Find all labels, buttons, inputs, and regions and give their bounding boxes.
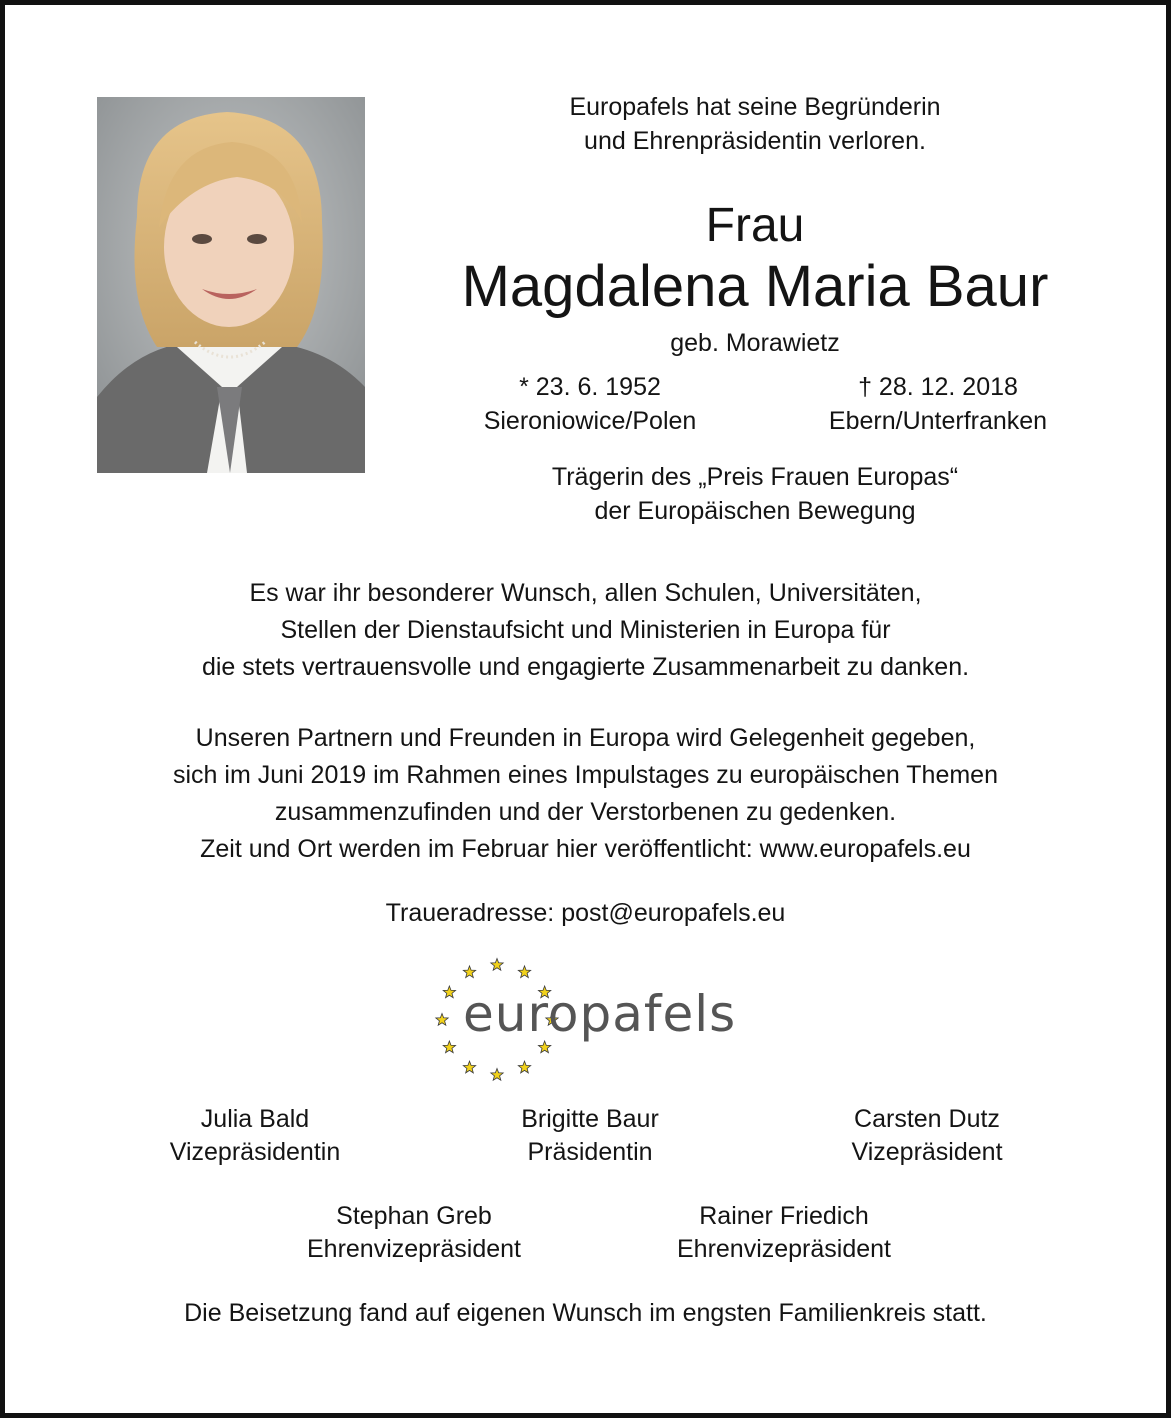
paragraph-line: Es war ihr besonderer Wunsch, allen Schulen, Universitäten, — [249, 579, 922, 607]
star-icon — [463, 966, 475, 978]
star-icon — [491, 959, 503, 971]
signatory — [430, 1103, 750, 1169]
intro-line: und Ehrenpräsidentin verloren. — [584, 127, 926, 155]
signatory — [254, 1200, 574, 1266]
birth-place: Sieroniowice/Polen — [483, 407, 697, 435]
paragraph-line: zusammenzufinden und der Verstorbenen zu gedenken. — [274, 798, 897, 826]
portrait-illustration — [97, 97, 365, 473]
star-icon — [463, 1061, 475, 1073]
signatory — [767, 1103, 1087, 1169]
paragraph-line: die stets vertrauensvolle und engagierte Zusammenarbeit zu danken. — [201, 653, 970, 681]
star-icon — [518, 1061, 530, 1073]
intro-line: Europafels hat seine Begründerin — [569, 93, 941, 121]
paragraph-line: Unseren Partnern und Freunden in Europa wird Gelegenheit gegeben, — [195, 724, 976, 752]
star-icon — [443, 1041, 455, 1053]
signatory-role: Vizepräsident — [851, 1138, 1003, 1166]
death-date: † 28. 12. 2018 — [858, 373, 1018, 401]
wish-paragraph — [60, 575, 1111, 686]
award-line: Trägerin des „Preis Frauen Europas“ — [551, 463, 959, 491]
partners-paragraph — [60, 720, 1111, 868]
signatory-role: Ehrenvizepräsident — [676, 1235, 891, 1263]
birth-info — [440, 370, 740, 438]
europafels-logo — [415, 950, 755, 1090]
paragraph-line: Zeit und Ort werden im Februar hier veröffentlicht: www.europafels.eu — [200, 835, 971, 863]
salutation: Frau — [705, 199, 805, 252]
signatory-role: Präsidentin — [527, 1138, 653, 1166]
logo-wordmark: europafels — [463, 985, 737, 1043]
death-place: Ebern/Unterfranken — [828, 407, 1048, 435]
paragraph-line: sich im Juni 2019 im Rahmen eines Impulstages zu europäischen Themen — [173, 761, 998, 789]
signatory-role: Vizepräsidentin — [169, 1138, 341, 1166]
star-icon — [518, 966, 530, 978]
paragraph-line: Stellen der Dienstaufsicht und Ministerien in Europa für — [280, 616, 891, 644]
death-info — [788, 370, 1088, 438]
star-icon — [436, 1014, 448, 1026]
mourning-address: Traueradresse: post@europafels.eu — [385, 899, 786, 927]
birth-name: geb. Morawietz — [670, 329, 840, 357]
signatory-name: Julia Bald — [200, 1105, 310, 1133]
signatory-name: Carsten Dutz — [854, 1105, 1000, 1133]
portrait-photo — [97, 97, 365, 473]
star-icon — [491, 1069, 503, 1081]
signatory-role: Ehrenvizepräsident — [306, 1235, 521, 1263]
intro-text — [460, 90, 1050, 158]
deceased-name: Magdalena Maria Baur — [461, 254, 1049, 319]
signatory-name: Rainer Friedich — [699, 1202, 869, 1230]
signatory — [95, 1103, 415, 1169]
star-icon — [443, 986, 455, 998]
burial-note: Die Beisetzung fand auf eigenen Wunsch im engsten Familienkreis statt. — [184, 1299, 987, 1327]
signatory-name: Brigitte Baur — [521, 1105, 659, 1133]
signatory — [624, 1200, 944, 1266]
birth-date: * 23. 6. 1952 — [519, 373, 661, 401]
award-line: der Europäischen Bewegung — [594, 497, 916, 525]
signatory-name: Stephan Greb — [336, 1202, 492, 1230]
award-text — [460, 460, 1050, 528]
